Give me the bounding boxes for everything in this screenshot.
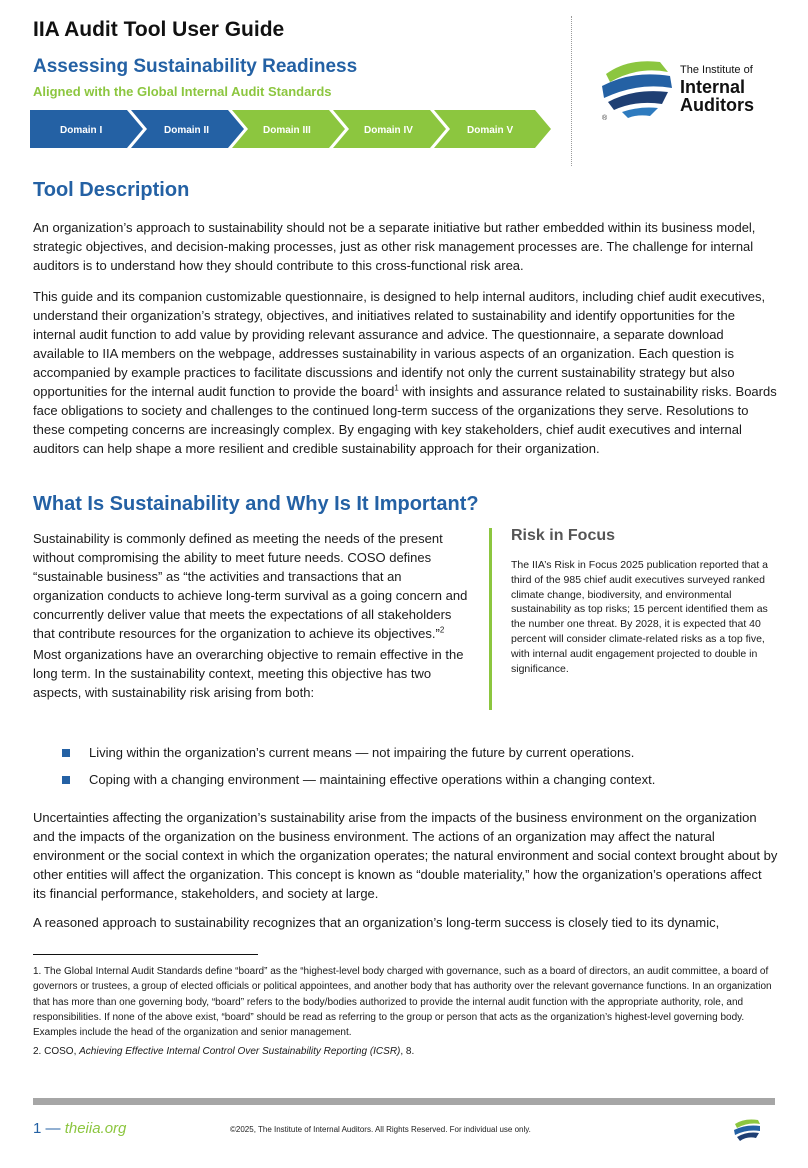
list-item (62, 743, 782, 762)
footer-bar (33, 1098, 775, 1105)
page-number (33, 1120, 126, 1137)
risk-in-focus-title: Risk in Focus (511, 527, 616, 544)
footnote-ref-1[interactable]: 1 (394, 383, 399, 393)
domain-label-4: Domain IV (364, 125, 413, 136)
site-link[interactable]: theiia.org (64, 1120, 127, 1137)
footnote-rule (33, 954, 258, 955)
footnote-2 (33, 1044, 778, 1059)
domain-label-3: Domain III (263, 125, 311, 136)
document-subtitle: Assessing Sustainability Readiness (33, 56, 358, 77)
bullet-square-icon (62, 749, 70, 757)
list-item (62, 770, 782, 789)
footnote-ref-2[interactable]: 2 (439, 625, 445, 635)
domain-label-1: Domain I (60, 125, 103, 136)
tool-description-paragraph-2-part-b: with insights and assurance related to sustainability risks. Boards face obligations to society and challenges to the continued long-term success of the organizations they serve. Resolutions to these competing concerns are increasingly complex. By engaging with key stakeholders, chief audit executives and internal auditors can help shape a more resilient and credible sustainability approach for their organization. (33, 384, 777, 456)
sustainability-aspects-list (62, 743, 782, 797)
risk-in-focus-rule (489, 528, 492, 710)
section-heading-tool-description: Tool Description (33, 179, 190, 201)
section-heading-what-is-sustainability: What Is Sustainability and Why Is It Important? (33, 493, 479, 515)
long-term-objective-paragraph: Most organizations have an overarching objective to remain effective in the long term. In the sustainability context, meeting this objective has two aspects, with sustainability risk arising from both: (33, 647, 464, 700)
footnote-1: 1. The Global Internal Audit Standards define “board” as the “highest-level body charged with governance, such as a board of directors, an audit committee, a board of governors or trustees, a group of elected officials or political appointees, and another body that has authority over the relevant governance functions. In an organization that has more than one governing body, “board” refers to the body/bodies authorized to provide the internal audit function with the appropriate authority, role, and responsibilities. If none of the above exist, “board” should be read as referring to the group or person that acts as the organization’s highest-level governing body. Examples include the head of the organization and senior management. (33, 966, 772, 1039)
footnote-2-title: Achieving Effective Internal Control Over Sustainability Reporting (ICSR) (79, 1046, 401, 1058)
list-item-text: Living within the organization’s current means — not impairing the future by current operations. (89, 745, 635, 760)
domain-label-5: Domain V (467, 125, 514, 136)
footer-globe-icon (732, 1115, 762, 1145)
registered-mark: ® (602, 115, 608, 122)
bullet-square-icon (62, 776, 70, 784)
copyright-notice: ©2025, The Institute of Internal Auditors. All Rights Reserved. For individual use only. (230, 1125, 531, 1134)
iia-logo (598, 52, 778, 122)
iia-globe-icon (598, 52, 676, 122)
logo-line-2: Internal (680, 77, 746, 97)
logo-line-3: Auditors (680, 95, 754, 115)
tool-description-paragraph-2 (33, 287, 778, 458)
domain-label-2: Domain II (164, 125, 210, 136)
tool-description-paragraph-2-part-a: This guide and its companion customizable questionnaire, is designed to help internal auditors, including chief audit executives, understand their organization’s strategy, objectives, and initiatives related to sustainability and identify opportunities for the internal audit function to add value by providing relevant assurance and advice. The questionnaire, a separate download available to IIA members on the webpage, addresses sustainability in various aspects of an organization. Each question is accompanied by example practices to facilitate discussions and identify not only the current sustainability strategy but also opportunities for the internal audit function to provide the board (33, 289, 766, 399)
footnote-2-prefix: 2. COSO, (33, 1046, 80, 1058)
list-item-text: Coping with a changing environment — maintaining effective operations within a changing context. (89, 772, 656, 787)
footnotes (33, 964, 778, 1060)
domain-chevrons (30, 110, 555, 148)
document-title: IIA Audit Tool User Guide (33, 18, 285, 41)
sustainability-definition-text: Sustainability is commonly defined as meeting the needs of the present without compromising the ability to meet future needs. COSO defines “sustainable business” as “the activities and transactions that an organization conducts to achieve long-term survival as a going concern and concurrently deliver value that meets the expectations of all stakeholders that contribute resources for the organization to achieve its objectives.” (33, 531, 468, 641)
page-dash: — (41, 1120, 65, 1137)
reasoned-approach-paragraph: A reasoned approach to sustainability recognizes that an organization’s long-term success is closely tied to its dynamic, (33, 915, 720, 930)
standards-tagline: Aligned with the Global Internal Audit Standards (33, 84, 332, 99)
header-divider (571, 16, 572, 166)
logo-line-1: The Institute of (680, 64, 753, 76)
risk-in-focus-text: The IIA’s Risk in Focus 2025 publication reported that a third of the 985 chief audit executives surveyed ranked climate change, biodiversity, and environmental sustainability as top risks; 15 percent identified them as the number one threat. By 2028, it is expected that 40 percent will consider climate-related risks as a top five, with internal audit engagement projected to double in significance. (511, 559, 769, 675)
sustainability-definition-paragraph (33, 529, 473, 643)
page-number-value: 1 (33, 1120, 42, 1137)
tool-description-paragraph-1: An organization’s approach to sustainability should not be a separate initiative but rather embedded within its business model, strategic objectives, and decision-making processes, just as other risk management processes are. The challenge for internal auditors is to understand how they should contribute to this cross-functional risk area. (33, 220, 756, 273)
double-materiality-paragraph: Uncertainties affecting the organization’s sustainability arise from the impacts of the business environment on the organization and the impacts of the organization on the business environment. The actions of an organization may affect the natural environment or the social context in which the organization operates; the natural environment and social context brought about by other entities will affect the organization. This concept is known as “double materiality,” how the organization’s operations affect its financial performance, stakeholders, and society at large. (33, 810, 778, 901)
footnote-2-suffix: , 8. (400, 1046, 415, 1058)
